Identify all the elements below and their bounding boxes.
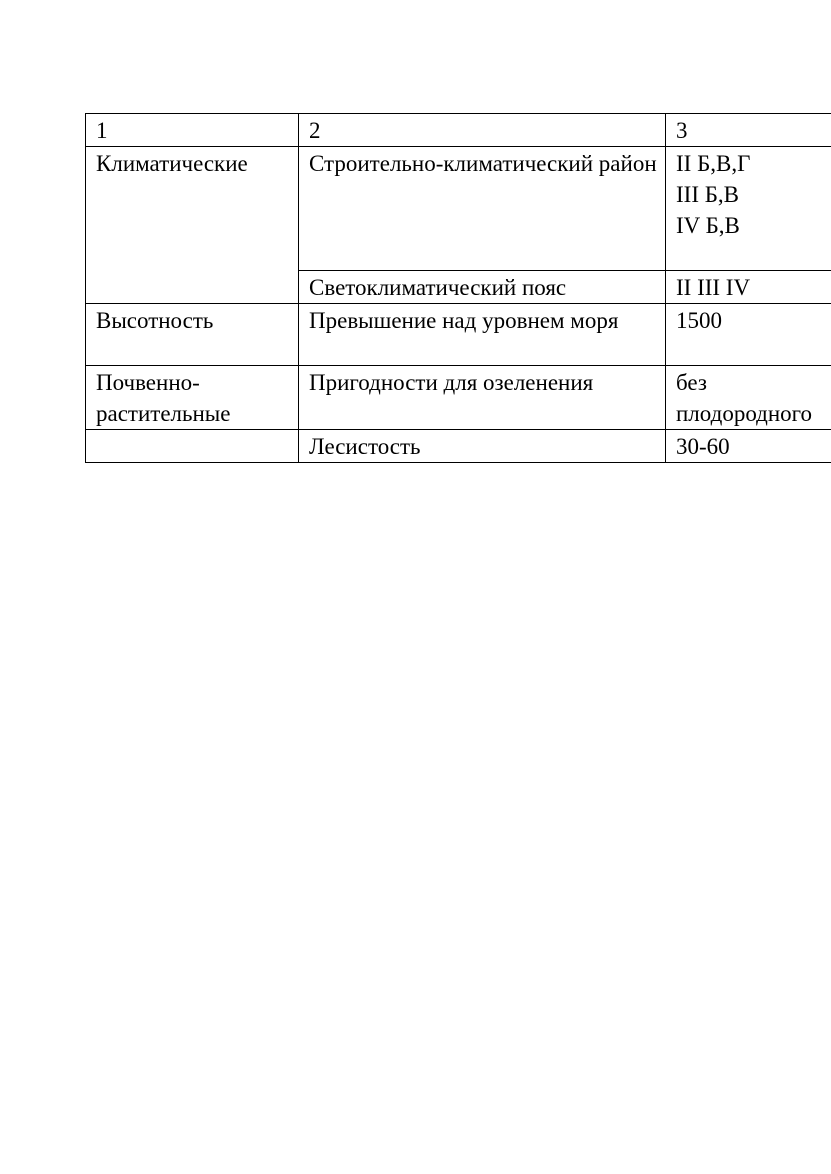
table-row: [86, 366, 831, 430]
forest-label: Лесистость: [299, 430, 666, 463]
altitude-label: Превышение над уровнем моря: [299, 304, 666, 366]
table-row: [86, 147, 831, 271]
climate-group-cell: Климатические: [86, 147, 299, 304]
header-cell-3: 3: [666, 114, 831, 147]
header-cell-2: 2: [299, 114, 666, 147]
table-row: [86, 304, 831, 366]
header-row: [86, 114, 831, 147]
light-zone-value: II III IV: [666, 271, 831, 304]
header-cell-1: 1: [86, 114, 299, 147]
empty-group-cell: [86, 430, 299, 463]
greening-label: Пригодности для озеленения: [299, 366, 666, 430]
altitude-value: 1500: [666, 304, 831, 366]
greening-value: без плодородного: [666, 366, 831, 430]
light-zone-label: Светоклиматический пояс: [299, 271, 666, 304]
climate-region-value: II Б,В,Г III Б,В IV Б,В: [666, 147, 831, 271]
data-table: [85, 113, 831, 463]
altitude-group-cell: Высотность: [86, 304, 299, 366]
climate-region-label: Строительно-климатический район: [299, 147, 666, 271]
forest-value: 30-60: [666, 430, 831, 463]
soil-group-cell: Почвенно- растительные: [86, 366, 299, 430]
table-row: [86, 430, 831, 463]
